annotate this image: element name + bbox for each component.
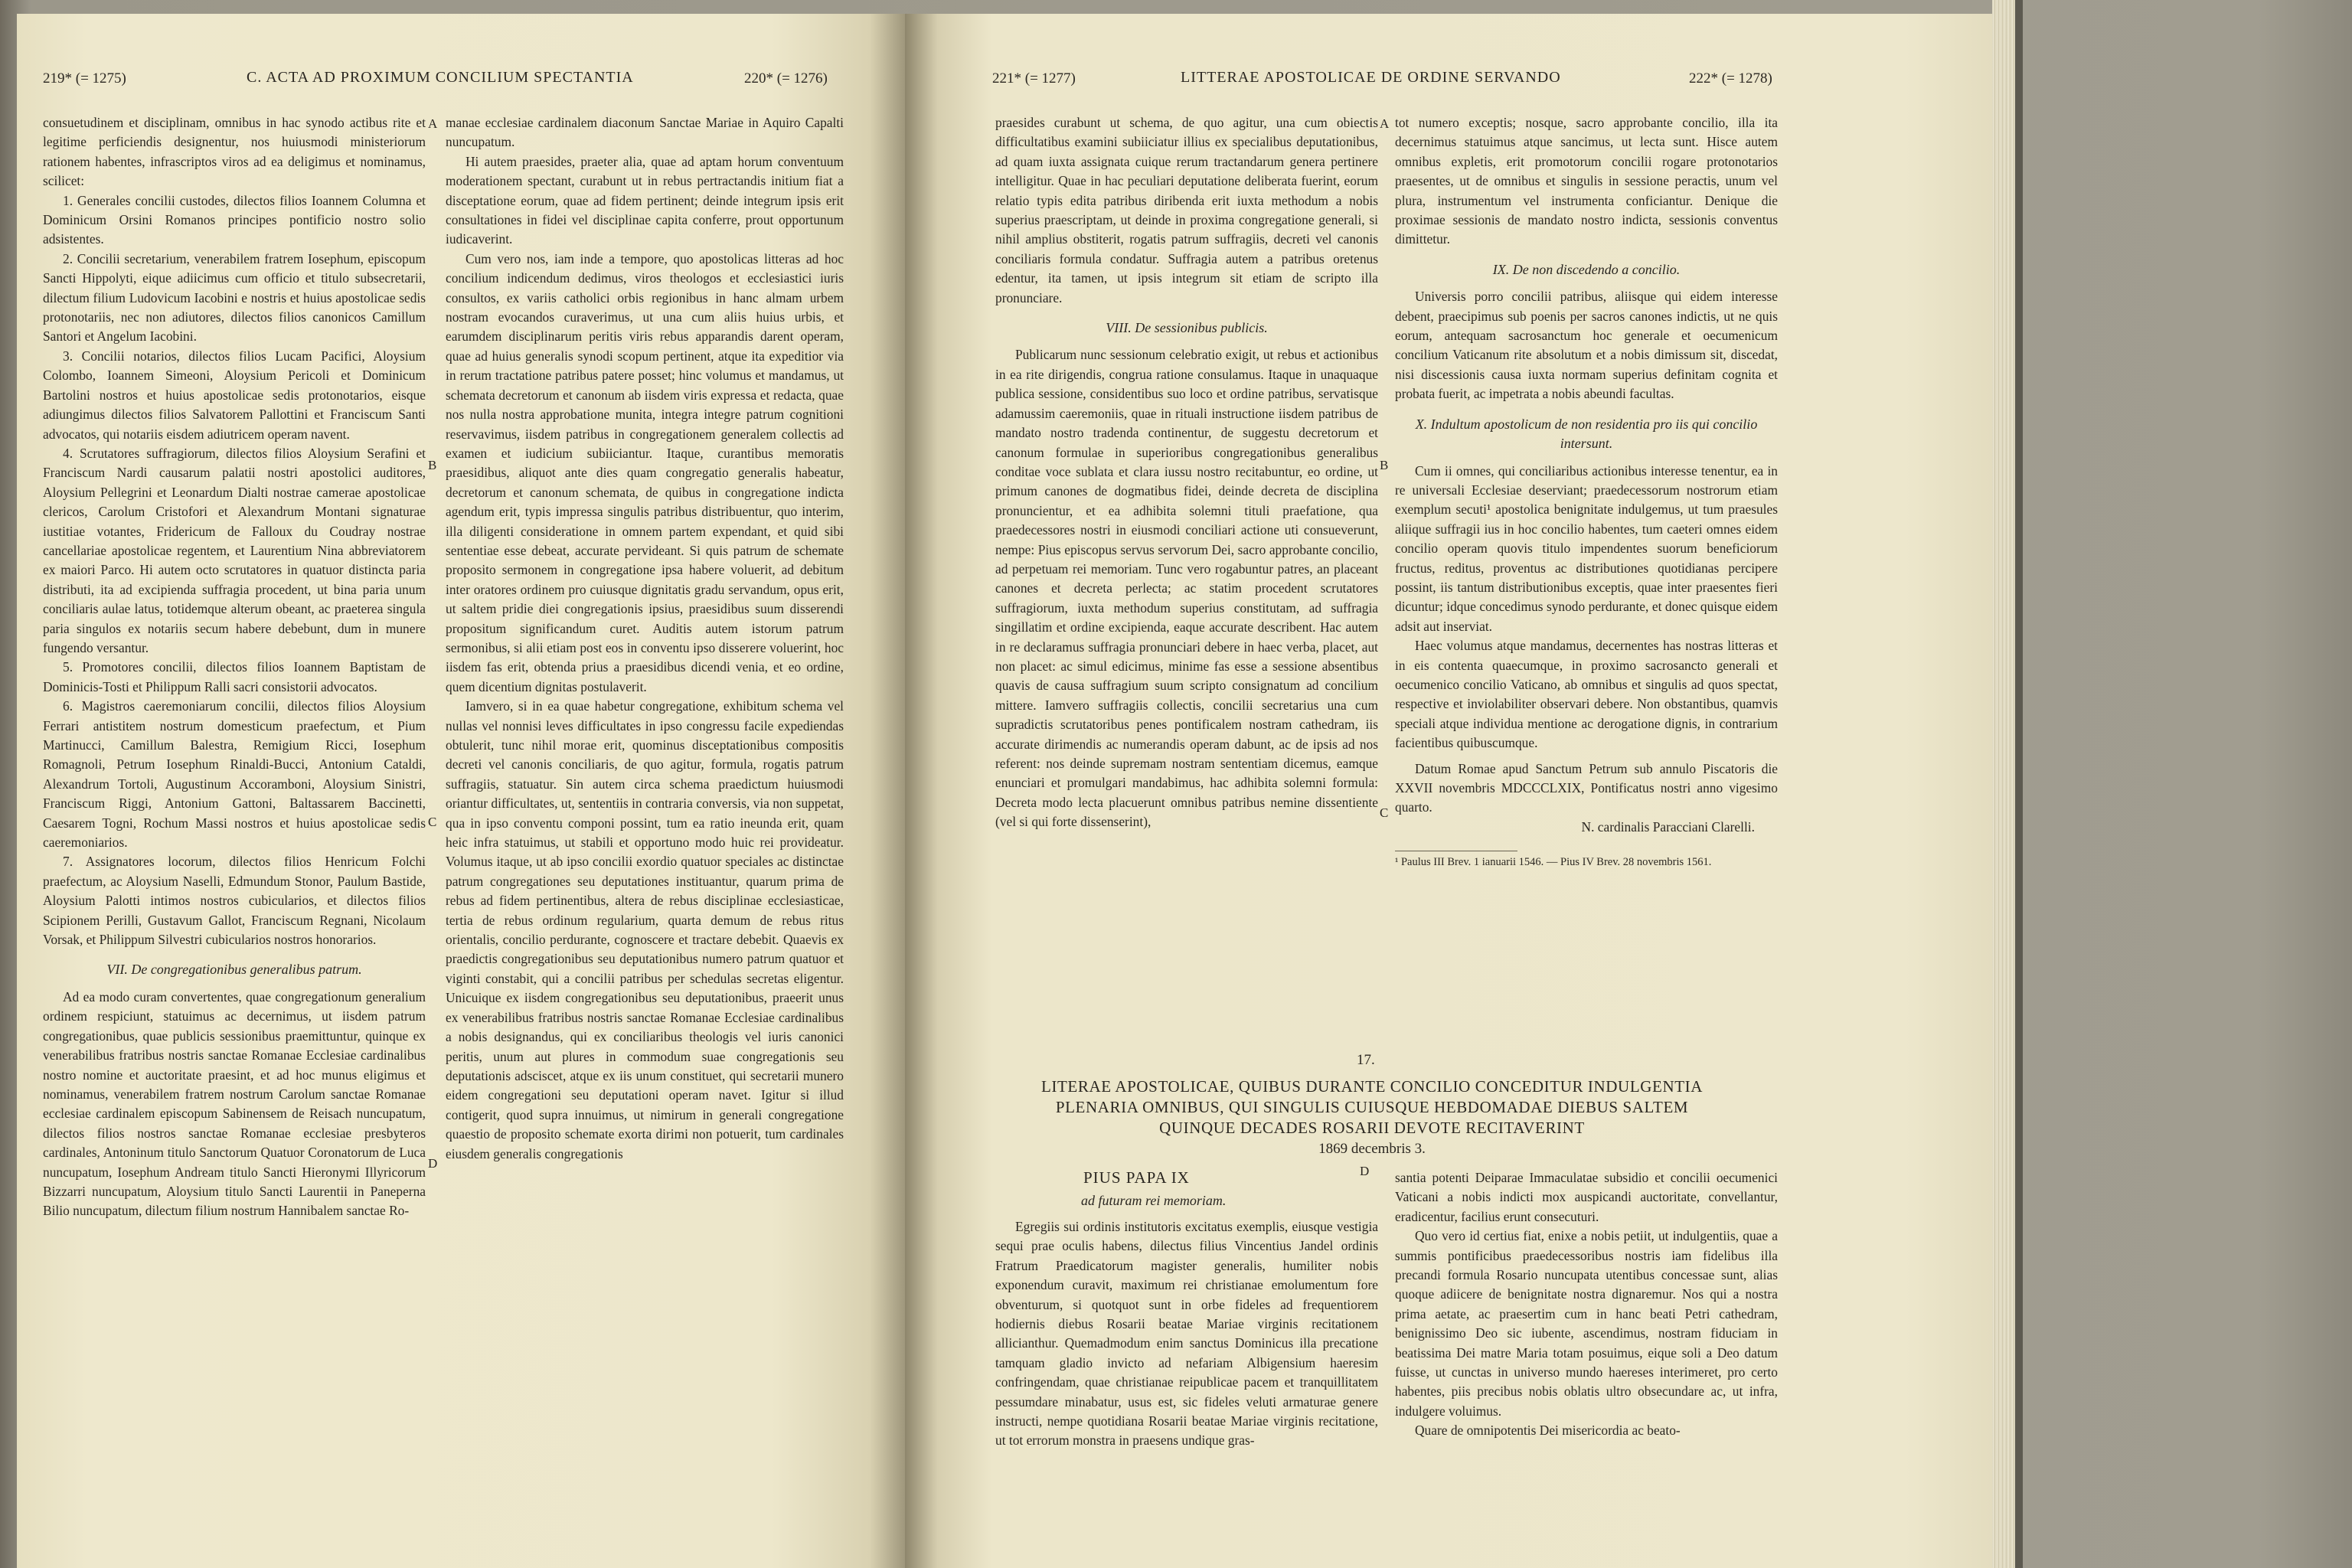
left-column-1 — [43, 113, 426, 1553]
paragraph: consuetudinem et disciplinam, omnibus in hac synodo actibus rite et legitime perficiendis designentur, nos huiusmodi ministeriorum rationem habentes, infrascriptos viros ad ea deligimus et nominamus, scilicet: — [43, 115, 426, 189]
paragraph: Quare de omnipotentis Dei misericordia ac beato- — [1415, 1423, 1681, 1439]
dated-line: Datum Romae apud Sanctum Petrum sub annulo Piscatoris die XXVII novembris MDCCCLXIX, Pontificatus nostri anno vigesimo quarto. — [1395, 760, 1778, 815]
margin-letter-c: C — [428, 815, 437, 829]
document-date: 1869 decembris 3. — [1318, 1141, 1426, 1157]
margin-letter-a: A — [1380, 116, 1390, 131]
paragraph: santia potenti Deiparae Immaculatae subsidio et concilii oecumenici Vaticani a nobis indicti mox auspicandi auctoritate, convellantur, eradicentur, facilius erunt consecuturi. — [1395, 1170, 1778, 1224]
paragraph: 2. Concilii secretarium, venerabilem fratrem Iosephum, episcopum Sancti Hippolyti, eique adiicimus cum officio et titulo subsecretarii, dilectum filium Ludovicum Iacobini e nostris et huius apostolicae sedis protonotariis, nec non adiutores, dilectos filios canonicos Camillum Santori et Angelum Iacobini. — [43, 250, 426, 345]
paragraph: Hi autem praesides, praeter alia, quae ad aptam horum conventuum moderationem spectant, curabunt ut in rebus pertractandis initium fiat a disceptatione eorum, quae ad fidem pertinent; deinde integrum ipsis erit consultationes in fidei vel disciplinae capita conferre, prout opportunum iudicaverint. — [446, 153, 844, 247]
right-page-number-1: 221* (= 1277) — [992, 70, 1076, 87]
paragraph: Cum vero nos, iam inde a tempore, quo apostolicas litteras ad hoc concilium indicendum dedimus, viros theologos et ecclesiastici iuris consultos, ex variis catholici orbis regionibus in hanc almam urbem nostram evocandos curaverimus, ut una cum aliis huius urbis, et earumdem disciplinarum peritis viris rebus apparandis darent operam, quae ad huius generalis synodi scopum pertinent, atque ita expeditior via in rerum tractatione patribus patere posset; hinc volumus et mandamus, ut schemata decretorum et canonum ab iisdem viris expressa et redacta, quae nos nulla nostra approbatione munita, integra integre patrum cognitioni reservavimus, iisdem patribus in congregationem generalem collectis ad examen et iudicium subiiciantur. Itaque, curantibus memoratis praesidibus, aliquot ante dies quam congregatio generalis habeatur, decretorum et canonum schemata, de quibus in congregatione indicta agendum erit, typis impressa singulis patribus distribuentur, quo interim, illa diligenti consideratione in omnem partem expendant, et quid sibi sententiae esse debeat, accurate pervideant. Si quis patrum de schemate proposito sermonem in congregatione ipsa habere voluerit, ad debitum inter oratores ordinem pro cuiusque dignitatis gradu servandum, opus erit, ut saltem pridie diei congregationis ipsius, praesidibus suum disserendi propositum significandum curet. Auditis autem istorum patrum sermonibus, si alii etiam post eos in conventu ipso disserere voluerint, hoc iisdem fas erit, obtenda prius a praesidibus dicendi venia, et eo ordine, quem dicentium dignitas postulaverit. — [446, 250, 844, 694]
paragraph: praesides curabunt ut schema, de quo agitur, una cum obiectis difficultatibus examini subiiciatur illius ex specialibus deputationibus, ad quam iuxta assignata cuique rerum tractandarum genera pertinere intelligitur. Quae in hac peculiari deputatione deliberata fuerint, eorum relatio typis edita patribus diribenda erit iuxta methodum a nobis superius praescriptam, ut deinde in proxima congregatione generali, si nihil amplius obstiterit, rogatis patrum suffragiis, decreti vel canonis conciliaris formula condatur. Suffragia autem a patribus oretenus edentur, ita tamen, ut ipsis integrum sit etiam de scripto illa pronunciare. — [995, 115, 1378, 305]
right-column-1 — [995, 113, 1378, 1047]
right-page-number-2: 222* (= 1278) — [1689, 70, 1772, 87]
left-running-head: C. ACTA AD PROXIMUM CONCILIUM SPECTANTIA — [247, 69, 634, 86]
right-column-2 — [1395, 113, 1778, 1047]
right-page — [905, 14, 1992, 1568]
margin-letter-d: D — [428, 1156, 438, 1171]
document-title: LITERAE APOSTOLICAE, QUIBUS DURANTE CONCILIO CONCEDITUR INDULGENTIA PLENARIA OMNIBUS, QUI SINGULIS CUIUSQUE HEBDOMADAE DIEBUS SALTEM QUINQUE DECADES ROSARII DEVOTE RECITAVERINT — [1040, 1077, 1703, 1137]
paragraph: Quo vero id certius fiat, enixe a nobis petiit, ut indulgentiis, quae a summis pontificibus praedecessoribus nostris iam fidelibus illa precandi formula Rosario nuncupata utentibus concessae sunt, alias quoque adiicere de benignitate nostra dignaremur. Nos qui a nostra prima aetate, ac praesertim cum in hanc beati Petri cathedram, benignissimo Deo sic iubente, ascendimus, nostram fiduciam in beatissima Dei matre Maria totam posuimus, eique soli a Deo datum fuisse, ut cunctas in universo mundo haereses interimeret, pro certo habentes, piis precibus nobis oblatis ultro obsecundare ac, ut infra, indulgere voluimus. — [1395, 1228, 1778, 1419]
paragraph: Haec volumus atque mandamus, decernentes has nostras litteras et in eis contenta quaecumque, in proximo sacrosancto generali et oecumenico concilio Vaticano, ab omnibus et singulis ad quos spectat, respective et inviolabiliter observari debere. Non obstantibus, quamvis speciali atque individua mentione ac derogatione dignis, in contrarium facientibus quibuscumque. — [1395, 638, 1778, 751]
paragraph: Egregiis sui ordinis institutoris excitatus exemplis, eiusque vestigia sequi prae oculis habens, dilectus filius Vincentius Jandel ordinis Fratrum Praedicatorum magister generalis, humiliter nobis exponendum curavit, maximum rei christianae emolumentum fore obventurum, si quotquot sunt in orbe fideles ad frequentiorem hodiernis diebus Rosarii beatae Mariae virginis recitationem allicianthur. Quemadmodum enim sanctus Dominicus illa precatione tamquam gladio invicto ad nefariam Albigensium haeresim confringendam, quae christianae reipublicae pacem et tranquillitatem pessumdare minabatur, usus est, sic fideles veluti armaturae genere instructi, nempe quotidiana Rosarii beatae Mariae virginis recitatione, ut tot errorum monstra in praesens undique gras- — [995, 1219, 1378, 1449]
paragraph: Publicarum nunc sessionum celebratio exigit, ut rebus et actionibus in ea rite dirigendis, congrua ratione consulamus. Itaque in unaquaque publica sessione, considentibus suo loco et ordine patribus, servatisque adamussim caeremoniis, quae in rituali instructione iisdem patribus de mandato nostro tradenda continentur, de suggestu decretorum et canonum formulae in superioribus congregationibus generalibus conditae voce sublata et clara iussu nostro recitabuntur, eo ordine, ut primum canones de dogmatibus fidei, deinde decreta de disciplina pronuncientur, et ea adhibita solemni tituli praefatione, qua praedecessores nostri in eiusmodi conciliari actione uti consueverunt, nempe: Pius episcopus servus servorum Dei, sacro approbante concilio, ad perpetuam rei memoriam. Tunc vero rogabuntur patres, an placeant canones et decreta perlecta; ac statim procedent scrutatores suffragiorum, iuxta methodum superius constitutam, ad suffragia singillatim et ordine excipienda, eaque accurate describent. Hac autem in re declaramus suffragia pronunciari debere in haec verba, placet, aut non placet: ac simul edicimus, minime fas esse a sessione absentibus quavis de causa suffragium suum scripto consignatum ad concilium mittere. Iamvero suffragiis collectis, concilii secretarius una cum supradictis scrutatoribus penes pontificalem nostram cathedram, iis accurate dirimendis ac numerandis operam dabunt, ac de ipsis ad nos referent: nos deinde supremam nostram sententiam dicemus, eamque enunciari et promulgari mandabimus, hac adhibita solemni formula: Decreta modo lecta placuerunt omnibus patribus nemine dissentiente (vel si qui forte dissenserint), — [995, 347, 1378, 830]
right-running-head: LITTERAE APOSTOLICAE DE ORDINE SERVANDO — [1181, 69, 1561, 86]
paragraph: Iamvero, si in ea quae habetur congregatione, exhibitum schema vel nullas vel nonnisi leves difficultates in ipso congressu facile expediendas obtulerit, tunc nihil morae erit, quominus disceptationibus compositis decreti vel canonis conciliaris, de quo agitur, formula, rogatis patrum suffragiis, statuatur. Sin autem circa schema praedictum huiusmodi oriantur difficultates, ut, sententiis in contraria conversis, via non suppetat, qua in ipso conventu componi possint, tum ea ratio ineunda erit, quam heic infra statuimus, ut stabili et opportuno modo huic rei provideatur. Volumus itaque, ut ab ipso concilii exordio quatuor speciales ac distinctae patrum congregationes seu deputationes instituantur, quarum prima de rebus ad fidem pertinentibus, altera de rebus disciplinae ecclesiasticae, tertia de rebus ordinum regularium, quarta demum de rebus ritus orientalis, concilio perdurante, cognoscere et tractare debebit. Quaevis ex praedictis congregationibus seu deputationibus numero patrum quatuor et viginti constabit, qui a concilii patribus per schedulas secretas eligentur. Unicuique ex iisdem congregationibus seu deputationibus, praeerit unus ex venerabilibus fratribus nostris sanctae Romanae Ecclesiae cardinalibus a nobis designandus, qui ex conciliaribus theologis vel iuris canonici peritis, unum aut plures in commodum suae congregationis seu deputationis adsciscet, atque ex iis unum constituet, qui secretarii munero eidem congregationi seu deputationi operam navet. Igitur si illud contigerit, quod supra innuimus, ut nimirum in generali congregatione quaestio de proposito schemate exorta dirimi non potuerit, tum cardinales eiusdem generalis congregationis — [446, 698, 844, 1161]
left-page-number-1: 219* (= 1275) — [43, 70, 126, 87]
right-column-4 — [1395, 1168, 1778, 1551]
paragraph: 5. Promotores concilii, dilectos filios Ioannem Baptistam de Dominicis-Tosti et Philippum Ralli sacri consistorii advocatos. — [43, 659, 426, 694]
paragraph: Cum ii omnes, qui conciliaribus actionibus interesse tenentur, ea in re universali Ecclesiae deserviant; praedecessorum nostrorum etiam exemplum secuti¹ apostolica benignitate indulgemus, ut tum praesules aliique suffragii ius in hoc concilio habentes, tum caeteri omnes eidem concilio operam quovis titulo impendentes suorum beneficiorum fructus, reditus, proventus ac distributiones quotidianas percipere possint, iis tantum distributionibus exceptis, quae inter praesentes fieri dicuntur; idque concedimus synodo perdurante, et donec quisque eidem adsit aut inserviat. — [1395, 462, 1778, 634]
page-edges — [1992, 0, 2015, 1568]
paragraph: tot numero exceptis; nosque, sacro approbante concilio, illa ita decernimus statuimus atque sancimus, ut lecta sunt. Hisce autem omnibus expletis, erit promotorum concilii rogare protonotarios praesentes, ut de omnibus et singulis in sessione peractis, unum vel plura, instrumentum vel instrumenta conficiantur. Denique die proximae sessionis de mandato nostro indicta, sessionis conventus dimittetur. — [1395, 115, 1778, 247]
pope-name: PIUS PAPA IX — [1083, 1168, 1190, 1187]
paragraph: manae ecclesiae cardinalem diaconum Sanctae Mariae in Aquiro Capalti nuncupatum. — [446, 115, 844, 150]
section-heading: IX. De non discedendo a concilio. — [1492, 261, 1681, 277]
paragraph: 7. Assignatores locorum, dilectos filios Henricum Folchi praefectum, ac Aloysium Naselli, Edmundum Stonor, Paulum Bastide, Aloysium Palotti intimos nostros cubicularios, et dilectos filios Scipionem Perilli, Gustavum Gallot, Franciscum Regnani, Nicolaum Vorsak, et Philippum Silvestri cubicularios nostros honorarios. — [43, 854, 426, 948]
left-page-number-2: 220* (= 1276) — [744, 70, 828, 87]
document-number: 17. — [1357, 1052, 1375, 1068]
paragraph: 1. Generales concilii custodes, dilectos filios Ioannem Columna et Dominicum Orsini Romanos principes pontificio nostro solio adsistentes. — [43, 192, 426, 247]
left-column-2 — [446, 113, 844, 1553]
margin-letter-b: B — [428, 458, 437, 472]
paragraph: Universis porro concilii patribus, aliisque qui eidem interesse debent, praecipimus sub poenis per sacros canones indictis, ut ne quis eorum, antequam sacrosanctum hoc generale et oecumenicum concilium Vaticanum rite absolutum et a nobis dimissum sit, discedat, nisi discessionis causa iuxta normam superius definitam cognita et probata fuerit, ac impetrata a nobis abeundi facultas. — [1395, 289, 1778, 402]
section-heading: X. Indultum apostolicum de non residentia pro iis qui concilio intersunt. — [1415, 416, 1758, 452]
paragraph: 6. Magistros caeremoniarum concilii, dilectos filios Aloysium Ferrari antistitem nostrum domesticum praefectum, et Pium Martinucci, Camillum Balestra, Remigium Ricci, Iosephum Romagnoli, Petrum Iosephum Rinaldi-Bucci, Antonium Cataldi, Alexandrum Tortoli, Augustinum Accoramboni, Aloysium Sinistri, Franciscum Riggi, Antonium Gattoni, Baltassarem Baccinetti, Caesarem Togni, Rochum Massi nostros et huius apostolicae sedis caeremoniarios. — [43, 698, 426, 851]
margin-letter-d: D — [1360, 1164, 1370, 1178]
paragraph: 3. Concilii notarios, dilectos filios Lucam Pacifici, Aloysium Colombo, Ioannem Simeoni, Aloysium Pericoli et Dominicum Bartolini nostros et huius apostolicae sedis protonotarios, eisque adiungimus dilectos filios Salvatorem Pallottini et Franciscum Santi advocatos, qui notariis eisdem adiutricem operam navent. — [43, 348, 426, 442]
paragraph: Ad ea modo curam convertentes, quae congregationum generalium ordinem respiciunt, statuimus ac decernimus, ut iisdem patrum congregationibus, quae publicis sessionibus praemittuntur, quinque ex venerabilibus fratribus nostris sanctae Romanae Ecclesiae cardinalibus nostro nomine et auctoritate praesint, et ad hoc munus eligimus et nominamus, venerabilem fratrem nostrum Carolum sanctae Romanae ecclesiae cardinalem episcopum Sabinensem de Reisach nuncupatum, dilectos filios nostros sanctae Romanae ecclesiae presbyteros cardinales, Antoninum titulo Sanctorum Quatuor Coronatorum de Luca nuncupatum, Iosephum Andream titulo Sancti Hieronymi Illyricorum Bizzarri nuncupatum, Aloysium titulo Sancti Laurentii in Panepernа Bilio nuncupatum, dilectum filium nostrum Hannibalem sanctae Ro- — [43, 988, 426, 1219]
open-book — [17, 14, 1992, 1568]
left-page — [17, 14, 905, 1568]
margin-letter-b: B — [1380, 458, 1389, 472]
ad-futuram-line: ad futuram rei memoriam. — [1081, 1193, 1227, 1208]
margin-letter-c: C — [1380, 805, 1389, 820]
paragraph: 4. Scrutatores suffragiorum, dilectos filios Aloysium Serafini et Franciscum Nardi causarum palatii nostri apostolici auditores, Aloysium Pellegrini et Leonardum Dialti nostrae camerae apostolicae clericos, Carolum Cristofori et Alexandrum Montani signaturae iustitiae votantes, Fridericum de Falloux du Coudray nostrae cancellariae apostolicae regentem, et Laurentium Nina abbreviatorem ex maiori Parco. Hi autem octo scrutatores in quatuor distincta paria distributi, ita ad excipienda suffragia procedent, ut bina paria unum conciliaris aulae latus, totidemque alterum obeant, ac praeterea singula paria singulos ex notariis secum habere debebunt, dum in munere fungendo versantur. — [43, 445, 426, 655]
right-column-3 — [995, 1217, 1378, 1554]
section-heading: VII. De congregationibus generalibus patrum. — [106, 962, 362, 978]
section-heading: VIII. De sessionibus publicis. — [1106, 320, 1268, 336]
book-cover-edge — [2015, 0, 2023, 1568]
footnote: ¹ Paulus III Brev. 1 ianuarii 1546. — Pius IV Brev. 28 novembris 1561. — [1395, 856, 1712, 869]
signature-line: N. cardinalis Paracciani Clarelli. — [1581, 818, 1755, 835]
margin-letter-a: A — [428, 116, 438, 131]
